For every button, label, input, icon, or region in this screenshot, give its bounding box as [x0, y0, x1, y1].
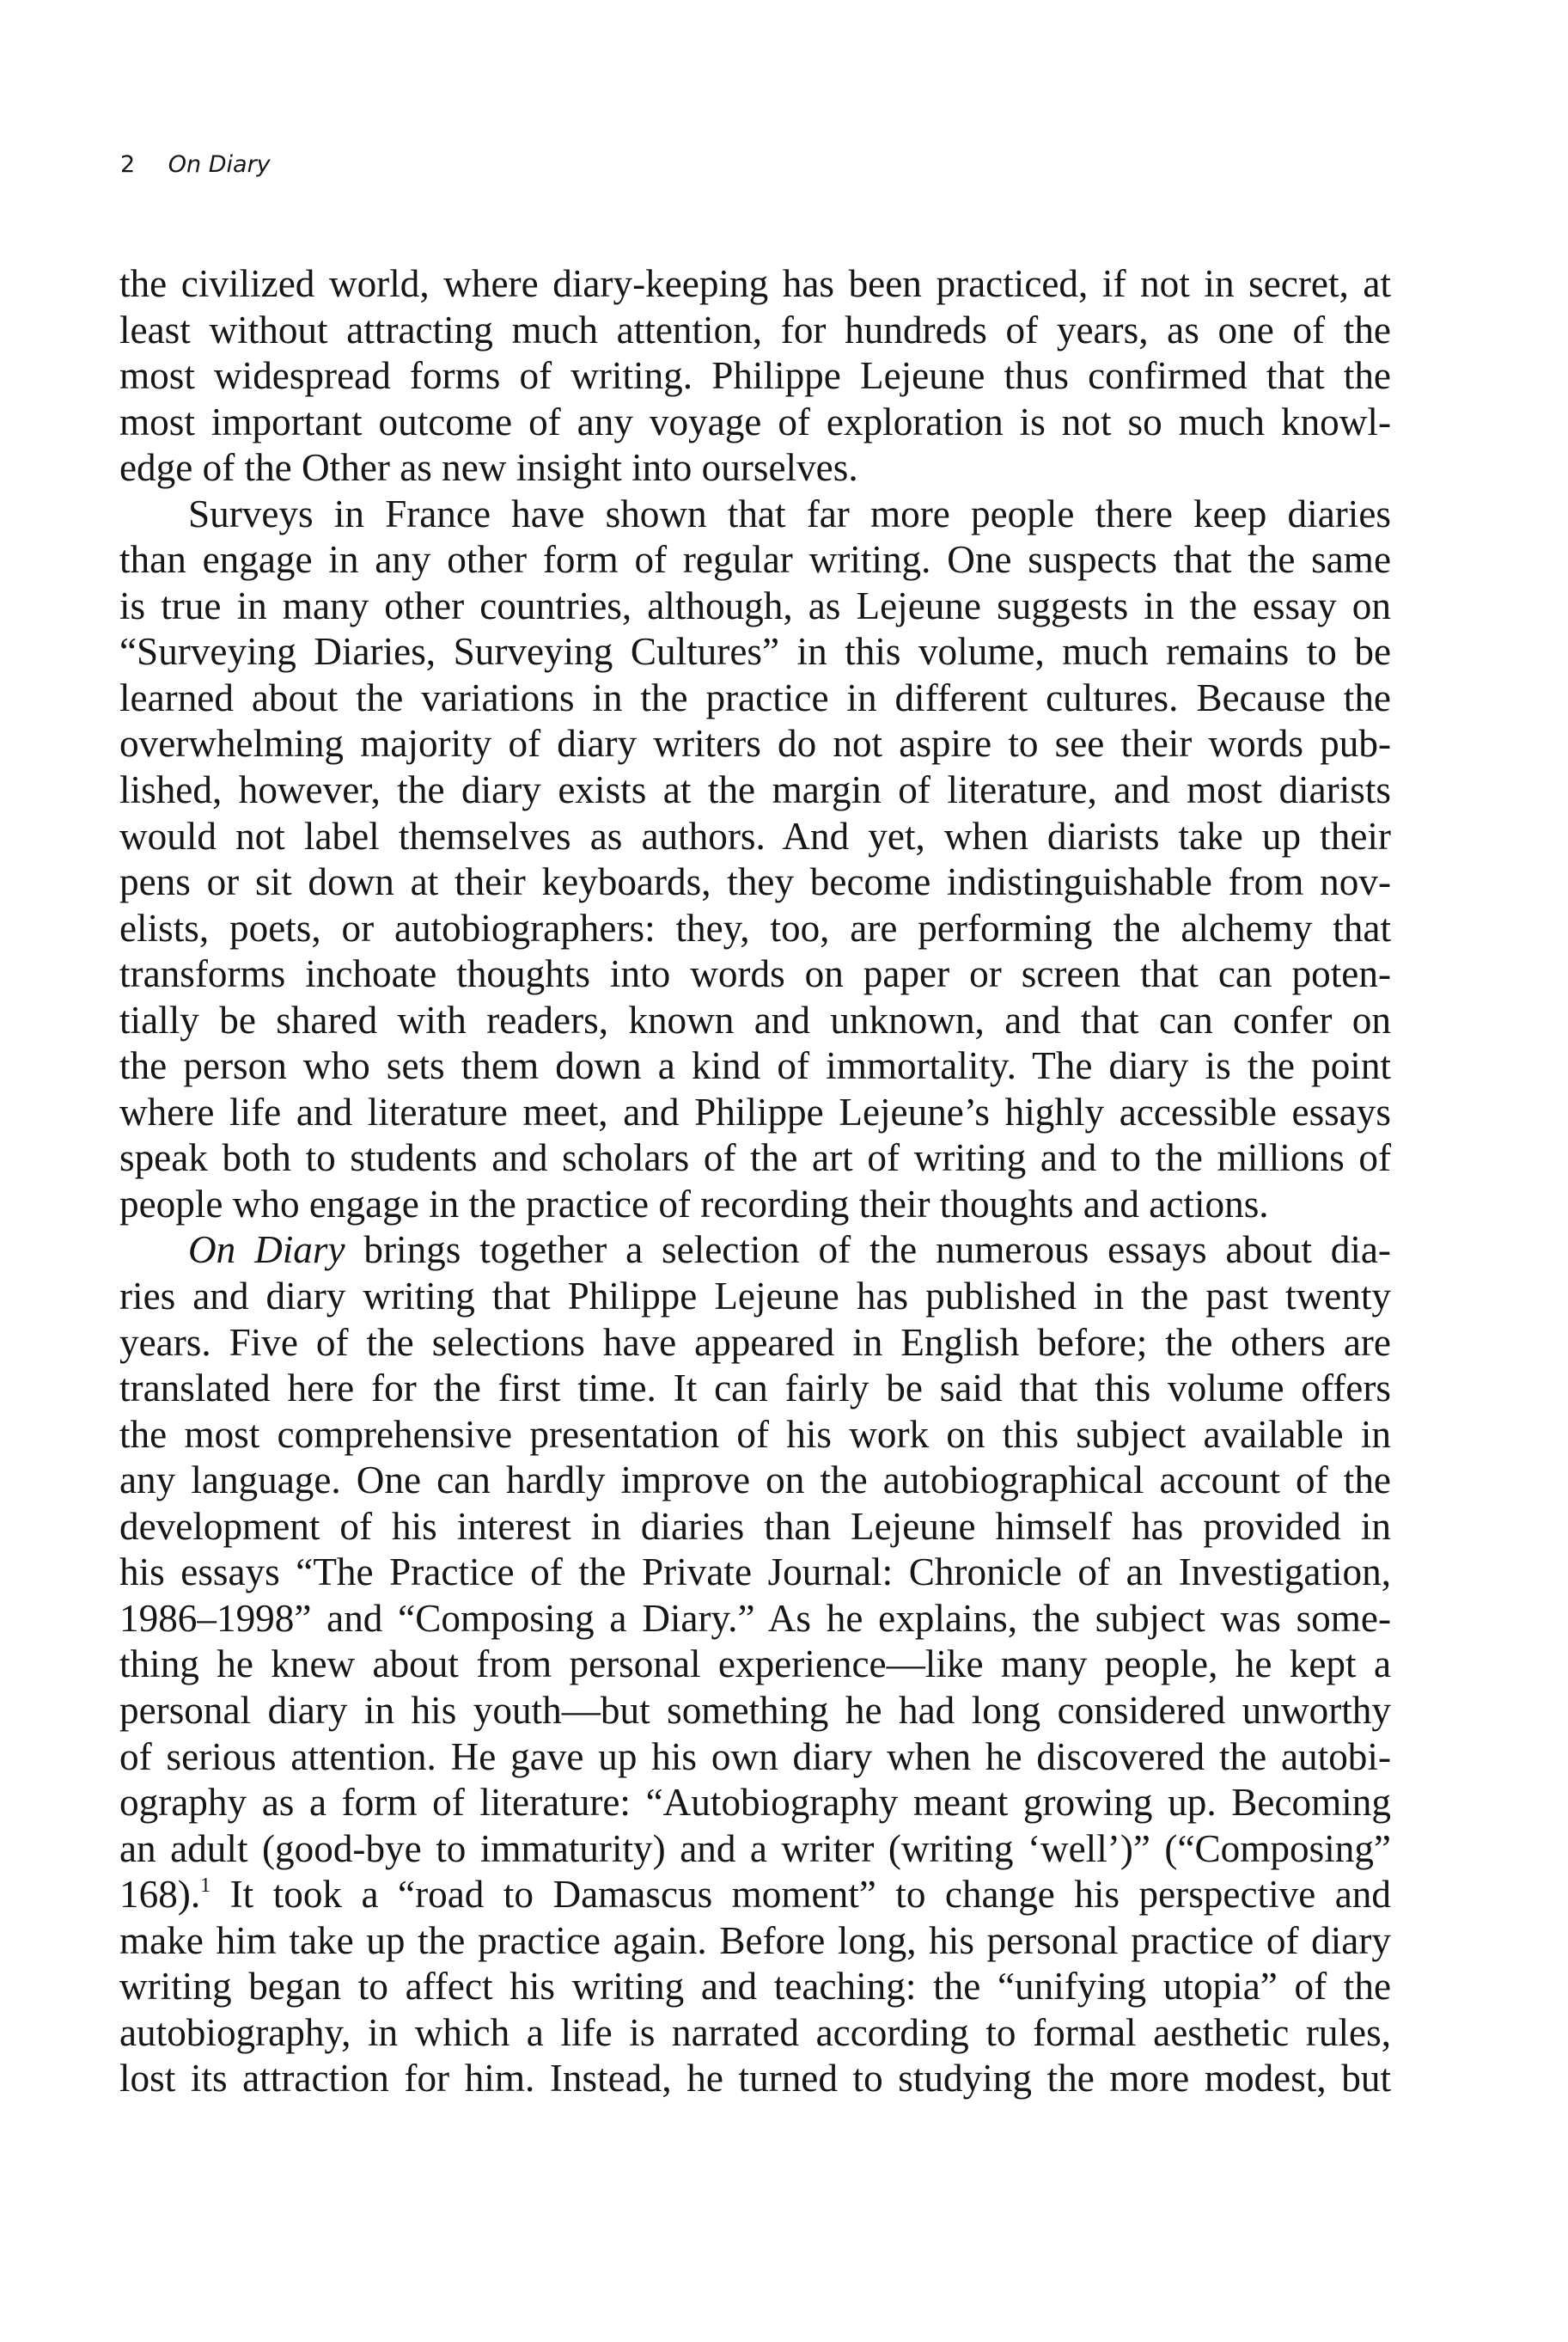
text-line: transforms inchoate thoughts into words on paper or screen that can poten- [119, 952, 1391, 996]
text-line: the most comprehensive presentation of his work on this subject available in [119, 1412, 1391, 1456]
text-line: “Surveying Diaries, Surveying Cultures” in this volume, much remains to be [119, 630, 1391, 674]
text-line: tially be shared with readers, known and unknown, and that can confer on [119, 998, 1391, 1042]
text-line: learned about the variations in the practice in different cultures. Because the [119, 676, 1391, 719]
text-line: years. Five of the selections have appeared in English before; the others are [119, 1320, 1391, 1364]
text-line: would not label themselves as authors. And yet, when diarists take up their [119, 814, 1391, 858]
book-title-italic: On Diary [188, 1228, 345, 1272]
text-line: lished, however, the diary exists at the margin of literature, and most diarists [119, 768, 1391, 812]
text-line: personal diary in his youth—but something he had long considered unworthy [119, 1688, 1391, 1732]
text-line-rest: brings together a selection of the numerous essays about dia- [345, 1228, 1391, 1272]
text-line: make him take up the practice again. Before long, his personal practice of diary [119, 1918, 1391, 1962]
text-line: speak both to students and scholars of the art of writing and to the millions of [119, 1136, 1391, 1180]
text-line: where life and literature meet, and Philippe Lejeune’s highly accessible essays [119, 1090, 1391, 1134]
text-line: the person who sets them down a kind of immortality. The diary is the point [119, 1044, 1391, 1088]
text-line-rest: It took a “road to Damascus moment” to change his perspective and [210, 1873, 1391, 1917]
text-line: writing began to affect his writing and teaching: the “unifying utopia” of the [119, 1965, 1391, 2009]
text-line: least without attracting much attention, for hundreds of years, as one of the [119, 308, 1391, 352]
running-head [120, 151, 271, 178]
text-line: edge of the Other as new insight into ourselves. [119, 446, 858, 490]
text-line: any language. One can hardly improve on the autobiographical account of the [119, 1458, 1391, 1502]
text-line: of serious attention. He gave up his own diary when he discovered the autobi- [119, 1734, 1391, 1778]
text-line: development of his interest in diaries than Lejeune himself has provided in [119, 1504, 1391, 1548]
text-line: is true in many other countries, although, as Lejeune suggests in the essay on [119, 584, 1391, 627]
text-line: thing he knew about from personal experience—like many people, he kept a [119, 1642, 1391, 1686]
text-line: his essays “The Practice of the Private Journal: Chronicle of an Investigation, [119, 1550, 1391, 1594]
text-line: most widespread forms of writing. Philippe Lejeune thus confirmed that the [119, 354, 1391, 398]
footnote-marker[interactable]: 1 [200, 1874, 211, 1898]
text-line: ography as a form of literature: “Autobiography meant growing up. Becoming [119, 1781, 1391, 1825]
text-line: 1986–1998” and “Composing a Diary.” As he explains, the subject was some- [119, 1596, 1391, 1640]
text-line: an adult (good-bye to immaturity) and a writer (writing ‘well’)” (“Composing” [119, 1826, 1391, 1870]
text-line: the civilized world, where diary-keeping has been practiced, if not in secret, at [119, 262, 1391, 305]
text-line [119, 1227, 1391, 1274]
text-line-start: 168). [119, 1873, 201, 1917]
body-text [119, 261, 1391, 2102]
text-line: autobiography, in which a life is narrated according to formal aesthetic rules, [119, 2010, 1391, 2054]
text-line: overwhelming majority of diary writers do not aspire to see their words pub- [119, 722, 1391, 766]
text-line: lost its attraction for him. Instead, he turned to studying the more modest, but [119, 2057, 1391, 2100]
page-number: 2 [120, 151, 136, 178]
running-head-title: On Diary [168, 151, 271, 178]
text-line: translated here for the first time. It can fairly be said that this volume offers [119, 1367, 1391, 1410]
text-line: ries and diary writing that Philippe Lejeune has published in the past twenty [119, 1275, 1391, 1318]
text-line [119, 1872, 1391, 1918]
text-line: Surveys in France have shown that far more people there keep diaries [188, 492, 1391, 535]
text-line: than engage in any other form of regular writing. One suspects that the same [119, 538, 1391, 582]
text-line: elists, poets, or autobiographers: they, too, are performing the alchemy that [119, 906, 1391, 950]
text-line: people who engage in the practice of recording their thoughts and actions. [119, 1182, 1269, 1226]
text-line: pens or sit down at their keyboards, they become indistinguishable from nov- [119, 860, 1391, 904]
text-line: most important outcome of any voyage of exploration is not so much knowl- [119, 400, 1391, 443]
